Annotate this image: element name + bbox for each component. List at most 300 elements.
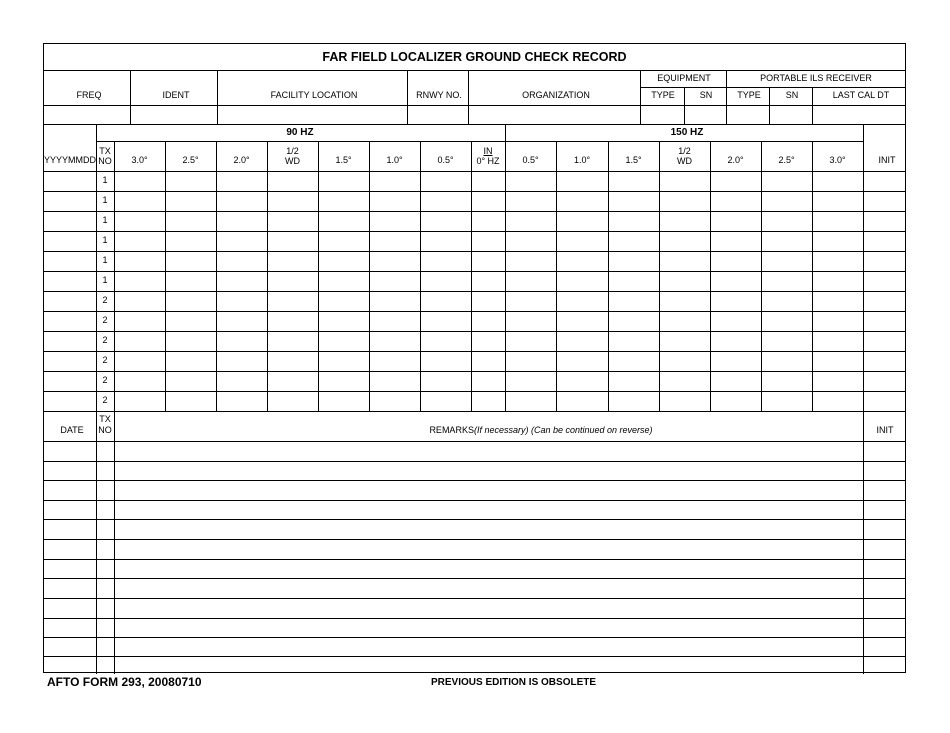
form-number: AFTO FORM 293, 20080710 bbox=[47, 675, 202, 689]
header-entry-cell[interactable] bbox=[641, 106, 683, 123]
reading-entry-cell[interactable] bbox=[864, 392, 906, 410]
portable-sn-label: SN bbox=[785, 90, 799, 100]
reading-entry-cell[interactable] bbox=[472, 212, 504, 230]
reading-entry-cell[interactable] bbox=[472, 272, 504, 290]
reading-entry-cell[interactable] bbox=[660, 172, 709, 190]
reading-entry-cell[interactable] bbox=[370, 212, 419, 230]
reading-entry-cell[interactable] bbox=[319, 312, 368, 330]
reading-entry-cell[interactable] bbox=[370, 172, 419, 190]
reading-entry-cell[interactable] bbox=[711, 352, 760, 370]
reading-entry-cell[interactable] bbox=[472, 392, 504, 410]
reading-entry-cell[interactable] bbox=[609, 372, 658, 390]
header-entry-cell[interactable] bbox=[45, 106, 129, 123]
reading-entry-cell[interactable] bbox=[370, 372, 419, 390]
reading-entry-cell[interactable] bbox=[421, 312, 470, 330]
reading-entry-cell[interactable] bbox=[813, 232, 862, 250]
reading-entry-cell[interactable] bbox=[557, 292, 607, 310]
remarks-tx-cell[interactable] bbox=[97, 657, 113, 673]
reading-entry-cell[interactable] bbox=[762, 292, 811, 310]
reading-entry-cell[interactable] bbox=[506, 192, 555, 210]
angle-90-4: 1.5° bbox=[335, 155, 352, 165]
reading-entry-cell[interactable] bbox=[319, 332, 368, 350]
reading-entry-cell[interactable] bbox=[217, 252, 266, 270]
reading-entry-cell[interactable] bbox=[421, 392, 470, 410]
reading-entry-cell[interactable] bbox=[506, 352, 555, 370]
reading-entry-cell[interactable] bbox=[268, 212, 317, 230]
date-column-label: YYYYMMDD bbox=[43, 155, 96, 165]
ident-label: IDENT bbox=[162, 90, 190, 100]
reading-entry-cell[interactable] bbox=[864, 172, 906, 190]
reading-entry-cell[interactable] bbox=[711, 372, 760, 390]
remarks-date-cell[interactable] bbox=[44, 481, 95, 499]
tx-number: 2 bbox=[102, 395, 108, 405]
reading-entry-cell[interactable] bbox=[115, 172, 164, 190]
reading-entry-cell[interactable] bbox=[762, 212, 811, 230]
reading-entry-cell[interactable] bbox=[506, 272, 555, 290]
reading-entry-cell[interactable] bbox=[370, 392, 419, 410]
remarks-text-cell[interactable] bbox=[115, 442, 862, 460]
reading-entry-cell[interactable] bbox=[864, 372, 906, 390]
reading-entry-cell[interactable] bbox=[421, 272, 470, 290]
reading-entry-cell[interactable] bbox=[319, 232, 368, 250]
tx-label: TX bbox=[99, 146, 111, 156]
reading-entry-cell[interactable] bbox=[421, 172, 470, 190]
remarks-date-cell[interactable] bbox=[44, 657, 95, 673]
reading-entry-cell[interactable] bbox=[864, 232, 906, 250]
reading-entry-cell[interactable] bbox=[421, 352, 470, 370]
remarks-text-cell[interactable] bbox=[115, 462, 862, 479]
reading-entry-cell[interactable] bbox=[217, 312, 266, 330]
reading-entry-cell[interactable] bbox=[864, 252, 906, 270]
reading-entry-cell[interactable] bbox=[115, 392, 164, 410]
reading-entry-cell[interactable] bbox=[115, 312, 164, 330]
reading-entry-cell[interactable] bbox=[506, 232, 555, 250]
reading-entry-cell[interactable] bbox=[762, 172, 811, 190]
reading-entry-cell[interactable] bbox=[166, 372, 215, 390]
remarks-tx-cell[interactable] bbox=[97, 501, 113, 518]
reading-entry-cell[interactable] bbox=[762, 252, 811, 270]
reading-entry-cell[interactable] bbox=[660, 392, 709, 410]
reading-entry-cell[interactable] bbox=[557, 192, 607, 210]
date-entry-cell[interactable] bbox=[44, 312, 95, 330]
reading-entry-cell[interactable] bbox=[557, 312, 607, 330]
reading-entry-cell[interactable] bbox=[660, 272, 709, 290]
reading-entry-cell[interactable] bbox=[813, 192, 862, 210]
remarks-text-cell[interactable] bbox=[115, 619, 862, 636]
reading-entry-cell[interactable] bbox=[421, 192, 470, 210]
reading-entry-cell[interactable] bbox=[472, 192, 504, 210]
header-entry-cell[interactable] bbox=[685, 106, 725, 123]
obsolete-notice: PREVIOUS EDITION IS OBSOLETE bbox=[431, 677, 597, 688]
reading-entry-cell[interactable] bbox=[813, 292, 862, 310]
reading-entry-cell[interactable] bbox=[813, 392, 862, 410]
reading-entry-cell[interactable] bbox=[506, 312, 555, 330]
reading-entry-cell[interactable] bbox=[609, 272, 658, 290]
reading-entry-cell[interactable] bbox=[813, 312, 862, 330]
remarks-date-cell[interactable] bbox=[44, 520, 95, 538]
header-entry-cell[interactable] bbox=[469, 106, 639, 123]
remarks-date-cell[interactable] bbox=[44, 638, 95, 655]
reading-entry-cell[interactable] bbox=[472, 172, 504, 190]
reading-entry-cell[interactable] bbox=[660, 232, 709, 250]
reading-entry-cell[interactable] bbox=[217, 332, 266, 350]
equipment-sn-label: SN bbox=[699, 90, 713, 100]
remarks-init-cell[interactable] bbox=[864, 638, 906, 655]
remarks-tx-cell[interactable] bbox=[97, 481, 113, 499]
reading-entry-cell[interactable] bbox=[166, 252, 215, 270]
header-entry-cell[interactable] bbox=[727, 106, 768, 123]
rule-horizontal bbox=[640, 87, 906, 88]
reading-entry-cell[interactable] bbox=[115, 252, 164, 270]
reading-entry-cell[interactable] bbox=[711, 212, 760, 230]
tx-number: 1 bbox=[102, 195, 108, 205]
reading-entry-cell[interactable] bbox=[557, 172, 607, 190]
reading-entry-cell[interactable] bbox=[711, 332, 760, 350]
date-entry-cell[interactable] bbox=[44, 352, 95, 370]
reading-entry-cell[interactable] bbox=[557, 252, 607, 270]
reading-entry-cell[interactable] bbox=[115, 272, 164, 290]
reading-entry-cell[interactable] bbox=[711, 192, 760, 210]
remarks-init-cell[interactable] bbox=[864, 657, 906, 673]
remarks-init-cell[interactable] bbox=[864, 481, 906, 499]
remarks-date-cell[interactable] bbox=[44, 442, 95, 460]
remarks-init-cell[interactable] bbox=[864, 619, 906, 636]
reading-entry-cell[interactable] bbox=[166, 332, 215, 350]
reading-entry-cell[interactable] bbox=[506, 392, 555, 410]
reading-entry-cell[interactable] bbox=[166, 352, 215, 370]
reading-entry-cell[interactable] bbox=[166, 312, 215, 330]
angle-90-0: 3.0° bbox=[131, 155, 148, 165]
remarks-init-cell[interactable] bbox=[864, 540, 906, 558]
reading-entry-cell[interactable] bbox=[711, 392, 760, 410]
zero-hz-label: 0° HZ bbox=[476, 156, 500, 166]
reading-entry-cell[interactable] bbox=[864, 332, 906, 350]
reading-entry-cell[interactable] bbox=[609, 252, 658, 270]
reading-entry-cell[interactable] bbox=[609, 212, 658, 230]
reading-entry-cell[interactable] bbox=[370, 332, 419, 350]
reading-entry-cell[interactable] bbox=[421, 292, 470, 310]
reading-entry-cell[interactable] bbox=[864, 272, 906, 290]
reading-entry-cell[interactable] bbox=[864, 292, 906, 310]
reading-entry-cell[interactable] bbox=[557, 392, 607, 410]
reading-entry-cell[interactable] bbox=[813, 172, 862, 190]
equipment-type-label: TYPE bbox=[651, 90, 675, 100]
date-entry-cell[interactable] bbox=[44, 252, 95, 270]
reading-entry-cell[interactable] bbox=[319, 272, 368, 290]
angle-150-3-top: 1/2 bbox=[678, 146, 691, 156]
angle-150-4: 2.0° bbox=[727, 155, 744, 165]
date-entry-cell[interactable] bbox=[44, 192, 95, 210]
reading-entry-cell[interactable] bbox=[166, 212, 215, 230]
reading-entry-cell[interactable] bbox=[166, 232, 215, 250]
reading-entry-cell[interactable] bbox=[268, 192, 317, 210]
reading-entry-cell[interactable] bbox=[711, 312, 760, 330]
tx-number: 2 bbox=[102, 315, 108, 325]
organization-label: ORGANIZATION bbox=[522, 90, 590, 100]
reading-entry-cell[interactable] bbox=[711, 232, 760, 250]
date-entry-cell[interactable] bbox=[44, 232, 95, 250]
reading-entry-cell[interactable] bbox=[115, 232, 164, 250]
tx-number: 2 bbox=[102, 335, 108, 345]
remarks-text-cell[interactable] bbox=[115, 520, 862, 538]
remarks-init-label: INIT bbox=[876, 425, 894, 435]
reading-entry-cell[interactable] bbox=[813, 372, 862, 390]
reading-entry-cell[interactable] bbox=[660, 312, 709, 330]
reading-entry-cell[interactable] bbox=[370, 192, 419, 210]
remarks-init-cell[interactable] bbox=[864, 442, 906, 460]
reading-entry-cell[interactable] bbox=[268, 252, 317, 270]
reading-entry-cell[interactable] bbox=[319, 172, 368, 190]
remarks-init-cell[interactable] bbox=[864, 579, 906, 597]
reading-entry-cell[interactable] bbox=[217, 192, 266, 210]
remarks-text-cell[interactable] bbox=[115, 501, 862, 518]
reading-entry-cell[interactable] bbox=[217, 292, 266, 310]
header-entry-cell[interactable] bbox=[813, 106, 906, 123]
reading-entry-cell[interactable] bbox=[421, 332, 470, 350]
reading-entry-cell[interactable] bbox=[319, 352, 368, 370]
reading-entry-cell[interactable] bbox=[472, 352, 504, 370]
reading-entry-cell[interactable] bbox=[319, 372, 368, 390]
reading-entry-cell[interactable] bbox=[506, 372, 555, 390]
reading-entry-cell[interactable] bbox=[660, 352, 709, 370]
reading-entry-cell[interactable] bbox=[115, 212, 164, 230]
remarks-date-cell[interactable] bbox=[44, 579, 95, 597]
remarks-date-cell[interactable] bbox=[44, 501, 95, 518]
remarks-text-cell[interactable] bbox=[115, 481, 862, 499]
angle-90-2: 2.0° bbox=[233, 155, 250, 165]
header-entry-cell[interactable] bbox=[408, 106, 467, 123]
rule-horizontal bbox=[44, 411, 905, 412]
reading-entry-cell[interactable] bbox=[813, 352, 862, 370]
reading-entry-cell[interactable] bbox=[319, 292, 368, 310]
remarks-tx-cell[interactable] bbox=[97, 599, 113, 617]
remarks-text-cell[interactable] bbox=[115, 638, 862, 655]
reading-entry-cell[interactable] bbox=[268, 392, 317, 410]
reading-entry-cell[interactable] bbox=[660, 292, 709, 310]
remarks-date-cell[interactable] bbox=[44, 462, 95, 479]
equipment-label: EQUIPMENT bbox=[657, 73, 711, 83]
remarks-tx-cell[interactable] bbox=[97, 462, 113, 479]
reading-entry-cell[interactable] bbox=[472, 232, 504, 250]
reading-entry-cell[interactable] bbox=[762, 272, 811, 290]
reading-entry-cell[interactable] bbox=[319, 212, 368, 230]
date-entry-cell[interactable] bbox=[44, 292, 95, 310]
reading-entry-cell[interactable] bbox=[813, 252, 862, 270]
reading-entry-cell[interactable] bbox=[557, 352, 607, 370]
reading-entry-cell[interactable] bbox=[217, 212, 266, 230]
reading-entry-cell[interactable] bbox=[217, 232, 266, 250]
remarks-init-cell[interactable] bbox=[864, 599, 906, 617]
reading-entry-cell[interactable] bbox=[268, 272, 317, 290]
reading-entry-cell[interactable] bbox=[557, 232, 607, 250]
date-entry-cell[interactable] bbox=[44, 392, 95, 410]
reading-entry-cell[interactable] bbox=[115, 192, 164, 210]
remarks-tx-cell[interactable] bbox=[97, 540, 113, 558]
reading-entry-cell[interactable] bbox=[166, 392, 215, 410]
tx-number: 1 bbox=[102, 215, 108, 225]
reading-entry-cell[interactable] bbox=[864, 212, 906, 230]
remarks-init-cell[interactable] bbox=[864, 501, 906, 518]
remarks-date-cell[interactable] bbox=[44, 540, 95, 558]
reading-entry-cell[interactable] bbox=[166, 272, 215, 290]
reading-entry-cell[interactable] bbox=[557, 332, 607, 350]
reading-entry-cell[interactable] bbox=[762, 312, 811, 330]
reading-entry-cell[interactable] bbox=[711, 272, 760, 290]
reading-entry-cell[interactable] bbox=[472, 332, 504, 350]
reading-entry-cell[interactable] bbox=[166, 292, 215, 310]
reading-entry-cell[interactable] bbox=[813, 272, 862, 290]
hz90-label: 90 HZ bbox=[286, 127, 314, 138]
reading-entry-cell[interactable] bbox=[609, 312, 658, 330]
reading-entry-cell[interactable] bbox=[660, 252, 709, 270]
reading-entry-cell[interactable] bbox=[864, 352, 906, 370]
reading-entry-cell[interactable] bbox=[421, 232, 470, 250]
remarks-label-main: REMARKS bbox=[429, 425, 474, 435]
reading-entry-cell[interactable] bbox=[268, 332, 317, 350]
date-entry-cell[interactable] bbox=[44, 212, 95, 230]
tx-number: 2 bbox=[102, 295, 108, 305]
reading-entry-cell[interactable] bbox=[864, 192, 906, 210]
remarks-text-cell[interactable] bbox=[115, 599, 862, 617]
reading-entry-cell[interactable] bbox=[319, 252, 368, 270]
reading-entry-cell[interactable] bbox=[762, 192, 811, 210]
reading-entry-cell[interactable] bbox=[472, 372, 504, 390]
reading-entry-cell[interactable] bbox=[609, 392, 658, 410]
reading-entry-cell[interactable] bbox=[268, 232, 317, 250]
reading-entry-cell[interactable] bbox=[268, 372, 317, 390]
reading-entry-cell[interactable] bbox=[762, 372, 811, 390]
tx-number: 1 bbox=[102, 255, 108, 265]
remarks-tx-cell[interactable] bbox=[97, 520, 113, 538]
reading-entry-cell[interactable] bbox=[864, 312, 906, 330]
reading-entry-cell[interactable] bbox=[115, 352, 164, 370]
reading-entry-cell[interactable] bbox=[472, 312, 504, 330]
reading-entry-cell[interactable] bbox=[217, 352, 266, 370]
reading-entry-cell[interactable] bbox=[711, 252, 760, 270]
header-entry-cell[interactable] bbox=[131, 106, 216, 123]
reading-entry-cell[interactable] bbox=[115, 292, 164, 310]
date-entry-cell[interactable] bbox=[44, 172, 95, 190]
reading-entry-cell[interactable] bbox=[268, 312, 317, 330]
remarks-tx-label: TX bbox=[99, 414, 111, 424]
reading-entry-cell[interactable] bbox=[506, 252, 555, 270]
remarks-date-cell[interactable] bbox=[44, 599, 95, 617]
reading-entry-cell[interactable] bbox=[609, 192, 658, 210]
facility-location-label: FACILITY LOCATION bbox=[270, 90, 358, 100]
reading-entry-cell[interactable] bbox=[711, 172, 760, 190]
reading-entry-cell[interactable] bbox=[370, 272, 419, 290]
reading-entry-cell[interactable] bbox=[557, 372, 607, 390]
reading-entry-cell[interactable] bbox=[813, 332, 862, 350]
init-label: INIT bbox=[878, 155, 896, 165]
remarks-tx-cell[interactable] bbox=[97, 442, 113, 460]
reading-entry-cell[interactable] bbox=[421, 212, 470, 230]
reading-entry-cell[interactable] bbox=[660, 332, 709, 350]
reading-entry-cell[interactable] bbox=[421, 372, 470, 390]
remarks-tx-cell[interactable] bbox=[97, 579, 113, 597]
date-entry-cell[interactable] bbox=[44, 372, 95, 390]
reading-entry-cell[interactable] bbox=[506, 212, 555, 230]
remarks-text-cell[interactable] bbox=[115, 657, 862, 673]
reading-entry-cell[interactable] bbox=[217, 372, 266, 390]
reading-entry-cell[interactable] bbox=[660, 372, 709, 390]
reading-entry-cell[interactable] bbox=[557, 272, 607, 290]
reading-entry-cell[interactable] bbox=[472, 292, 504, 310]
reading-entry-cell[interactable] bbox=[421, 252, 470, 270]
reading-entry-cell[interactable] bbox=[609, 172, 658, 190]
reading-entry-cell[interactable] bbox=[268, 292, 317, 310]
reading-entry-cell[interactable] bbox=[660, 212, 709, 230]
reading-entry-cell[interactable] bbox=[472, 252, 504, 270]
remarks-init-cell[interactable] bbox=[864, 560, 906, 577]
reading-entry-cell[interactable] bbox=[506, 332, 555, 350]
reading-entry-cell[interactable] bbox=[609, 352, 658, 370]
reading-entry-cell[interactable] bbox=[660, 192, 709, 210]
reading-entry-cell[interactable] bbox=[115, 372, 164, 390]
reading-entry-cell[interactable] bbox=[609, 332, 658, 350]
reading-entry-cell[interactable] bbox=[319, 192, 368, 210]
remarks-text-cell[interactable] bbox=[115, 560, 862, 577]
form-frame bbox=[43, 43, 906, 673]
reading-entry-cell[interactable] bbox=[370, 252, 419, 270]
reading-entry-cell[interactable] bbox=[268, 352, 317, 370]
reading-entry-cell[interactable] bbox=[762, 392, 811, 410]
reading-entry-cell[interactable] bbox=[609, 292, 658, 310]
remarks-tx-cell[interactable] bbox=[97, 560, 113, 577]
remarks-tx-cell[interactable] bbox=[97, 638, 113, 655]
date-entry-cell[interactable] bbox=[44, 332, 95, 350]
remarks-init-cell[interactable] bbox=[864, 462, 906, 479]
reading-entry-cell[interactable] bbox=[762, 332, 811, 350]
remarks-date-cell[interactable] bbox=[44, 619, 95, 636]
reading-entry-cell[interactable] bbox=[319, 392, 368, 410]
angle-150-2: 1.5° bbox=[625, 155, 642, 165]
angle-90-3-bottom: WD bbox=[285, 156, 300, 166]
remarks-init-cell[interactable] bbox=[864, 520, 906, 538]
header-entry-cell[interactable] bbox=[770, 106, 811, 123]
reading-entry-cell[interactable] bbox=[711, 292, 760, 310]
reading-entry-cell[interactable] bbox=[762, 232, 811, 250]
reading-entry-cell[interactable] bbox=[166, 192, 215, 210]
reading-entry-cell[interactable] bbox=[557, 212, 607, 230]
reading-entry-cell[interactable] bbox=[115, 332, 164, 350]
reading-entry-cell[interactable] bbox=[609, 232, 658, 250]
remarks-text-cell[interactable] bbox=[115, 540, 862, 558]
reading-entry-cell[interactable] bbox=[217, 392, 266, 410]
rnwy-no-label: RNWY NO. bbox=[416, 90, 462, 100]
remarks-date-cell[interactable] bbox=[44, 560, 95, 577]
reading-entry-cell[interactable] bbox=[166, 172, 215, 190]
reading-entry-cell[interactable] bbox=[813, 212, 862, 230]
reading-entry-cell[interactable] bbox=[370, 232, 419, 250]
angle-90-3-top: 1/2 bbox=[286, 146, 299, 156]
header-entry-cell[interactable] bbox=[218, 106, 406, 123]
reading-entry-cell[interactable] bbox=[370, 312, 419, 330]
reading-entry-cell[interactable] bbox=[506, 172, 555, 190]
reading-entry-cell[interactable] bbox=[217, 272, 266, 290]
remarks-tx-cell[interactable] bbox=[97, 619, 113, 636]
reading-entry-cell[interactable] bbox=[217, 172, 266, 190]
remarks-text-cell[interactable] bbox=[115, 579, 862, 597]
reading-entry-cell[interactable] bbox=[506, 292, 555, 310]
date-entry-cell[interactable] bbox=[44, 272, 95, 290]
in-label: IN bbox=[483, 146, 493, 156]
remarks-label-note: (If necessary) (Can be continued on reverse) bbox=[473, 425, 653, 435]
reading-entry-cell[interactable] bbox=[268, 172, 317, 190]
reading-entry-cell[interactable] bbox=[370, 292, 419, 310]
reading-entry-cell[interactable] bbox=[370, 352, 419, 370]
reading-entry-cell[interactable] bbox=[762, 352, 811, 370]
